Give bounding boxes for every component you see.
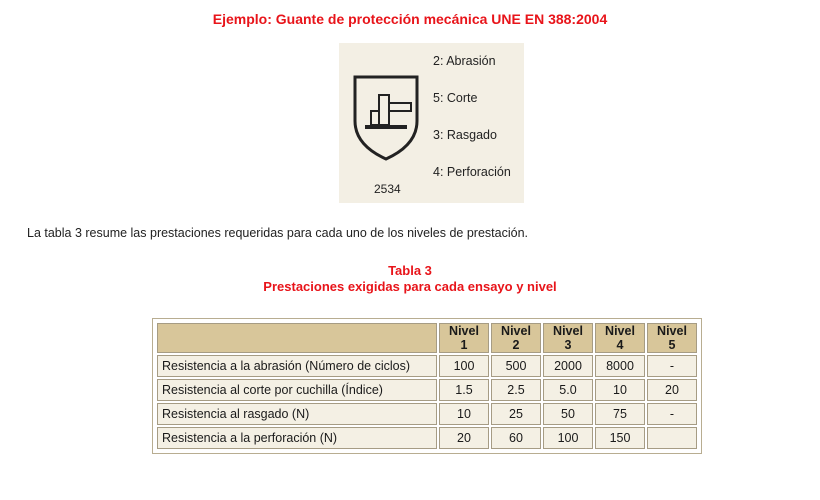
cell: 150 bbox=[595, 427, 645, 449]
performance-levels bbox=[433, 53, 511, 201]
cell: - bbox=[647, 355, 697, 377]
performance-table bbox=[152, 318, 702, 454]
header-blank bbox=[157, 323, 437, 353]
level-cut: 5: Corte bbox=[433, 91, 478, 105]
cell: 10 bbox=[595, 379, 645, 401]
header-nivel-3: Nivel 3 bbox=[543, 323, 593, 353]
cell: 60 bbox=[491, 427, 541, 449]
table-header-row bbox=[157, 323, 697, 353]
en388-pictogram bbox=[339, 43, 524, 203]
cell: 500 bbox=[491, 355, 541, 377]
row-label: Resistencia a la perforación (N) bbox=[157, 427, 437, 449]
header-nivel-4: Nivel 4 bbox=[595, 323, 645, 353]
cell: 20 bbox=[439, 427, 489, 449]
cell: 5.0 bbox=[543, 379, 593, 401]
level-puncture: 4: Perforación bbox=[433, 165, 511, 179]
cell: 1.5 bbox=[439, 379, 489, 401]
cell: 100 bbox=[439, 355, 489, 377]
level-tear: 3: Rasgado bbox=[433, 128, 497, 142]
cell: 75 bbox=[595, 403, 645, 425]
intro-paragraph: La tabla 3 resume las prestaciones requeridas para cada uno de los niveles de prestación. bbox=[27, 226, 529, 240]
row-label: Resistencia al corte por cuchilla (Índice) bbox=[157, 379, 437, 401]
cell: 8000 bbox=[595, 355, 645, 377]
table-row bbox=[157, 379, 697, 401]
table-row bbox=[157, 355, 697, 377]
pictogram-code: 2534 bbox=[374, 182, 401, 196]
table-caption-title: Prestaciones exigidas para cada ensayo y nivel bbox=[263, 279, 557, 294]
header-nivel-2: Nivel 2 bbox=[491, 323, 541, 353]
cell: 50 bbox=[543, 403, 593, 425]
cell: 25 bbox=[491, 403, 541, 425]
row-label: Resistencia a la abrasión (Número de ciclos) bbox=[157, 355, 437, 377]
header-nivel-5: Nivel 5 bbox=[647, 323, 697, 353]
cell: 10 bbox=[439, 403, 489, 425]
page-title: Ejemplo: Guante de protección mecánica UNE EN 388:2004 bbox=[212, 11, 608, 27]
header-nivel-1: Nivel 1 bbox=[439, 323, 489, 353]
cell: - bbox=[647, 403, 697, 425]
cell: 2.5 bbox=[491, 379, 541, 401]
table-row bbox=[157, 427, 697, 449]
mechanical-risk-shield-icon bbox=[351, 73, 421, 163]
level-abrasion: 2: Abrasión bbox=[433, 54, 496, 68]
table-caption-number: Tabla 3 bbox=[388, 263, 432, 278]
cell: 20 bbox=[647, 379, 697, 401]
cell: 100 bbox=[543, 427, 593, 449]
table-row bbox=[157, 403, 697, 425]
row-label: Resistencia al rasgado (N) bbox=[157, 403, 437, 425]
cell bbox=[647, 427, 697, 449]
cell: 2000 bbox=[543, 355, 593, 377]
